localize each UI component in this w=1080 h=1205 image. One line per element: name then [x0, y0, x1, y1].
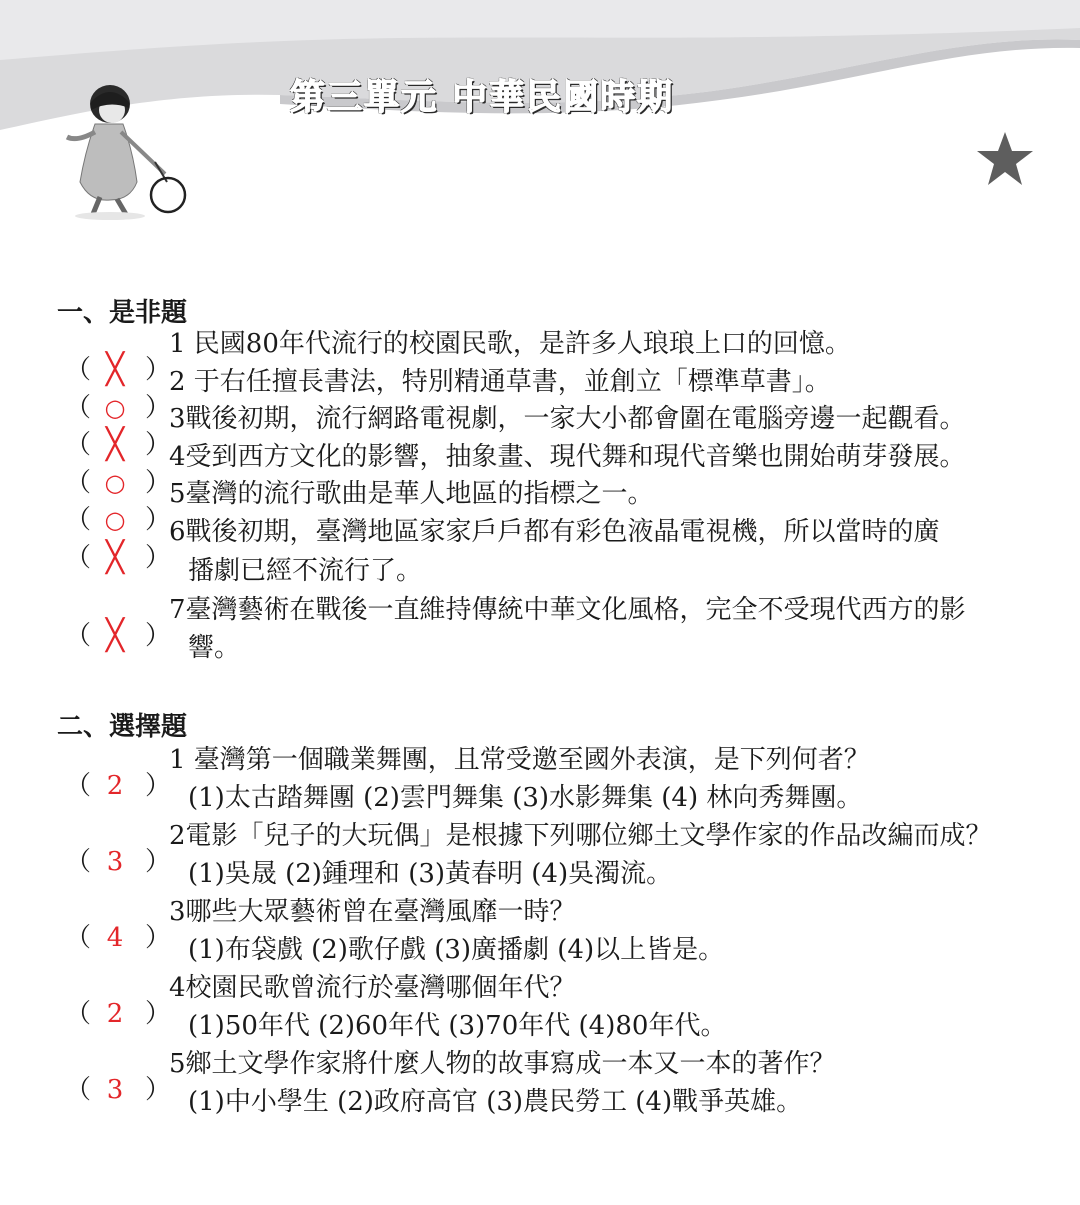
answer-mark: ○	[104, 506, 126, 534]
question-text: 2 于右任擅長書法，特別精通草書，並創立「標準草書」。	[169, 367, 831, 397]
choice-question-1: （ 2 ） 1 臺灣第一個職業舞團，且常受邀至國外表演，是下列何者？	[65, 742, 870, 778]
section-title-multiple-choice: 二、選擇題	[57, 712, 188, 742]
question-text: 4受到西方文化的影響，抽象畫、現代舞和現代音樂也開始萌芽發展。	[169, 442, 966, 472]
answer-number: 3	[106, 847, 124, 877]
answer-mark: ╳	[105, 427, 125, 462]
answer-mark: ╳	[105, 540, 125, 575]
question-text: 6戰後初期，臺灣地區家家戶戶都有彩色液晶電視機，所以當時的廣	[169, 517, 940, 547]
question-text: 3哪些大眾藝術曾在臺灣風靡一時？	[169, 897, 576, 927]
true-false-question-7: （ ╳ ） 7臺灣藝術在戰後一直維持傳統中華文化風格，完全不受現代西方的影	[65, 592, 966, 628]
question-text: 5鄉土文學作家將什麼人物的故事寫成一本又一本的著作？	[169, 1049, 836, 1079]
question-text: 5臺灣的流行歌曲是華人地區的指標之一。	[169, 479, 654, 509]
answer-number: 2	[106, 771, 124, 801]
question-options: (1)中小學生 (2)政府高官 (3)農民勞工 (4)戰爭英雄。	[188, 1087, 803, 1117]
choice-question-2: （ 3 ） 2電影「兒子的大玩偶」是根據下列哪位鄉土文學作家的作品改編而成？	[65, 818, 992, 854]
question-text-continued: 播劇已經不流行了。	[188, 556, 423, 586]
question-options: (1)50年代 (2)60年代 (3)70年代 (4)80年代。	[188, 1011, 727, 1041]
answer-mark: ╳	[105, 352, 125, 387]
question-options: (1)吳晟 (2)鍾理和 (3)黃春明 (4)吳濁流。	[188, 859, 673, 889]
true-false-question-3: （ ╳ ） 3戰後初期，流行網路電視劇，一家大小都會圍在電腦旁邊一起觀看。	[65, 401, 966, 437]
choice-question-3: （ 4 ） 3哪些大眾藝術曾在臺灣風靡一時？	[65, 894, 576, 930]
question-text-continued: 響。	[188, 633, 241, 663]
section-title-true-false: 一、是非題	[57, 298, 188, 328]
true-false-question-5: （ ○ ） 5臺灣的流行歌曲是華人地區的指標之一。	[65, 476, 654, 512]
answer-mark: ○	[104, 469, 126, 497]
question-text: 3戰後初期，流行網路電視劇，一家大小都會圍在電腦旁邊一起觀看。	[169, 404, 966, 434]
question-options: (1)布袋戲 (2)歌仔戲 (3)廣播劇 (4)以上皆是。	[188, 935, 725, 965]
question-text: 1 臺灣第一個職業舞團，且常受邀至國外表演，是下列何者？	[169, 745, 870, 775]
question-options: (1)太古踏舞團 (2)雲門舞集 (3)水影舞集 (4) 林向秀舞團。	[188, 783, 863, 813]
true-false-question-1: （ ╳ ） 1 民國80年代流行的校園民歌，是許多人琅琅上口的回憶。	[65, 326, 851, 362]
question-text: 4校園民歌曾流行於臺灣哪個年代？	[169, 973, 576, 1003]
choice-question-4: （ 2 ） 4校園民歌曾流行於臺灣哪個年代？	[65, 970, 576, 1006]
question-text: 2電影「兒子的大玩偶」是根據下列哪位鄉土文學作家的作品改編而成？	[169, 821, 992, 851]
true-false-question-2: （ ○ ） 2 于右任擅長書法，特別精通草書，並創立「標準草書」。	[65, 364, 831, 400]
answer-number: 2	[106, 999, 124, 1029]
choice-question-5: （ 3 ） 5鄉土文學作家將什麼人物的故事寫成一本又一本的著作？	[65, 1046, 836, 1082]
unit-title: 第三單元 中華民國時期	[290, 78, 675, 118]
answer-mark: ╳	[105, 618, 125, 653]
child-with-hoop-illustration	[55, 82, 190, 222]
question-text: 1 民國80年代流行的校園民歌，是許多人琅琅上口的回憶。	[169, 329, 851, 359]
true-false-question-6: （ ╳ ） 6戰後初期，臺灣地區家家戶戶都有彩色液晶電視機，所以當時的廣	[65, 514, 940, 550]
answer-number: 4	[106, 923, 124, 953]
answer-mark: ○	[104, 394, 126, 422]
answer-number: 3	[106, 1075, 124, 1105]
star-icon	[975, 130, 1035, 188]
question-text: 7臺灣藝術在戰後一直維持傳統中華文化風格，完全不受現代西方的影	[169, 595, 966, 625]
true-false-question-4: （ ○ ） 4受到西方文化的影響，抽象畫、現代舞和現代音樂也開始萌芽發展。	[65, 439, 966, 475]
